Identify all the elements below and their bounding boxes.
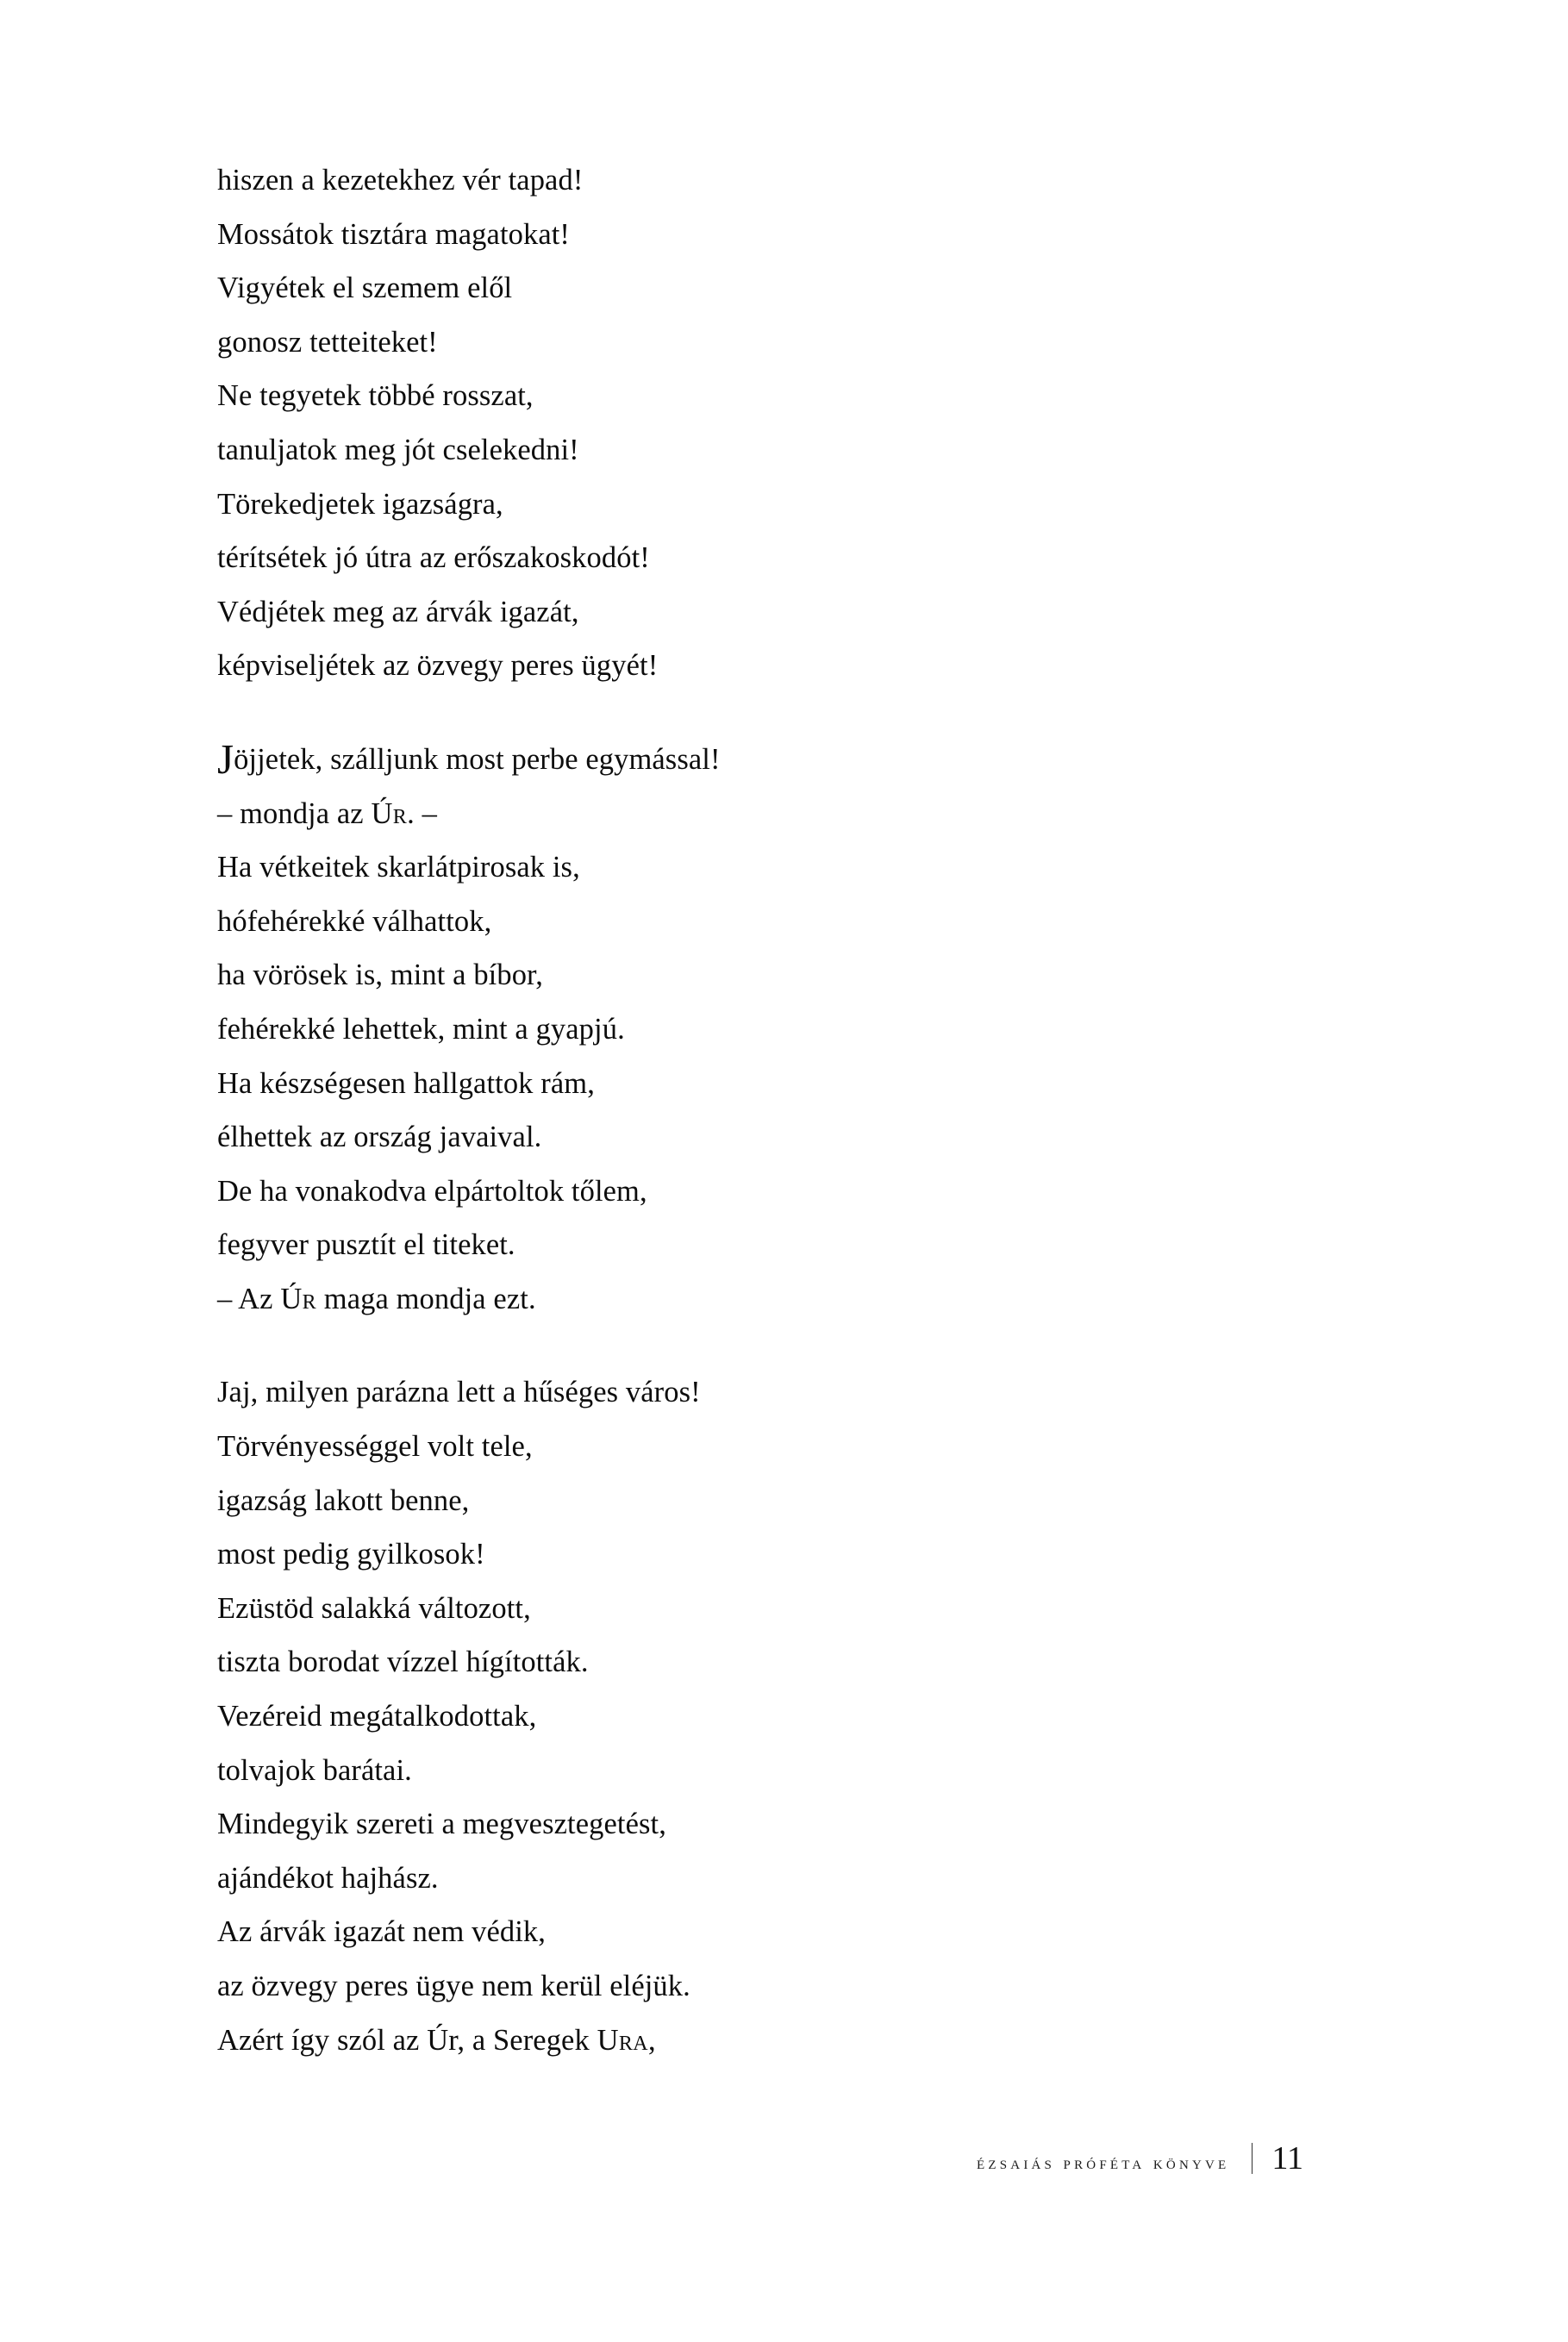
verse-line: Mindegyik szereti a megvesztegetést, bbox=[217, 1808, 666, 1841]
page-text-block bbox=[217, 153, 1303, 2067]
verse-line: hófehérekké válhattok, bbox=[217, 904, 492, 938]
verse-line: De ha vonakodva elpártoltok tőlem, bbox=[217, 1174, 647, 1208]
verse-line: az özvegy peres ügye nem kerül eléjük. bbox=[217, 1970, 690, 2002]
verse-line: hiszen a kezetekhez vér tapad! bbox=[217, 164, 584, 197]
stanza-1 bbox=[217, 153, 1303, 693]
verse-line-remainder: öjjetek, szálljunk most perbe egymással! bbox=[234, 742, 721, 776]
verse-line: Jaj, milyen parázna lett a hűséges város! bbox=[217, 1376, 701, 1409]
dropcap-letter: J bbox=[217, 734, 234, 783]
verse-line: Ezüstöd salakká változott, bbox=[217, 1591, 531, 1625]
verse-line: Védjétek meg az árvák igazát, bbox=[217, 595, 579, 628]
stanza-2 bbox=[217, 733, 1303, 1327]
verse-line: gonosz tetteiteket! bbox=[217, 325, 438, 359]
verse-line: élhettek az ország javaival. bbox=[217, 1121, 542, 1154]
verse-line: fegyver pusztít el titeket. bbox=[217, 1228, 515, 1262]
verse-line: Ha vétkeitek skarlátpirosak is, bbox=[217, 851, 580, 884]
footer-book-title: ézsaiás próféta könyve bbox=[977, 2152, 1230, 2173]
verse-line: tanuljatok meg jót cselekedni! bbox=[217, 433, 579, 466]
verse-line: Törvényességgel volt tele, bbox=[217, 1430, 533, 1464]
verse-line: tiszta borodat vízzel hígították. bbox=[217, 1646, 589, 1679]
verse-line: ajándékot hajhász. bbox=[217, 1861, 439, 1895]
verse-line: Mossátok tisztára magatokat! bbox=[217, 217, 571, 251]
verse-line: Ne tegyetek többé rosszat, bbox=[217, 379, 534, 413]
verse-line: – mondja az Úr. – bbox=[217, 796, 437, 830]
verse-line: Vezéreid megátalkodottak, bbox=[217, 1700, 537, 1733]
verse-line-with-dropcap bbox=[217, 733, 1303, 787]
verse-line: Azért így szól az Úr, a Seregek Ura, bbox=[217, 2023, 656, 2057]
page-footer bbox=[217, 2138, 1303, 2177]
verse-line: képviseljétek az özvegy peres ügyét! bbox=[217, 649, 659, 683]
verse-line: Ha készségesen hallgattok rám, bbox=[217, 1066, 595, 1100]
verse-line: Az árvák igazát nem védik, bbox=[217, 1915, 546, 1949]
footer-divider bbox=[1252, 2143, 1253, 2174]
footer-page-number: 11 bbox=[1271, 2140, 1303, 2176]
verse-line: Törekedjetek igazságra, bbox=[217, 487, 503, 521]
verse-line: – Az Úr maga mondja ezt. bbox=[217, 1282, 536, 1315]
verse-line: ha vörösek is, mint a bíbor, bbox=[217, 959, 543, 992]
stanza-3 bbox=[217, 1365, 1303, 2067]
verse-line: most pedig gyilkosok! bbox=[217, 1538, 485, 1571]
verse-line: fehérekké lehettek, mint a gyapjú. bbox=[217, 1012, 625, 1046]
verse-line: igazság lakott benne, bbox=[217, 1483, 470, 1517]
verse-line: tolvajok barátai. bbox=[217, 1753, 412, 1787]
verse-line: térítsétek jó útra az erőszakoskodót! bbox=[217, 541, 650, 575]
verse-line: Vigyétek el szemem elől bbox=[217, 272, 513, 305]
